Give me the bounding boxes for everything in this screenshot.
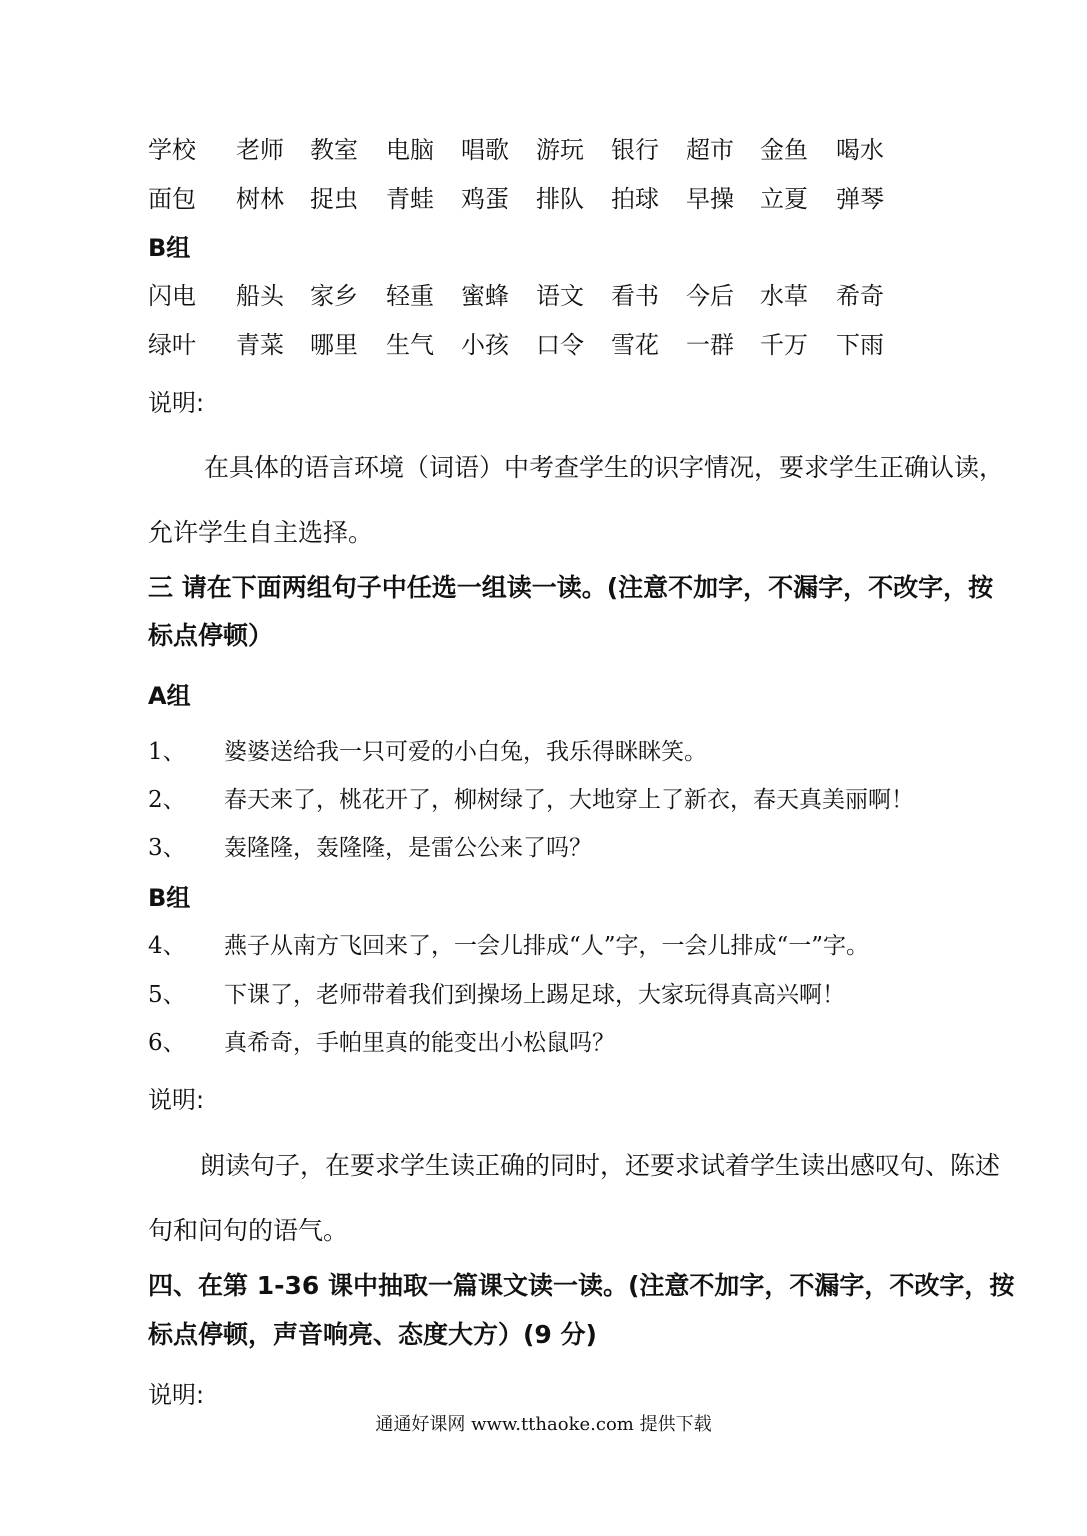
group-b-words-heading: B组 (148, 234, 191, 262)
word: 雪花 (611, 331, 659, 359)
sentence-text: 燕子从南方飞回来了，一会儿排成“人”字，一会儿排成“一”字。 (224, 933, 870, 959)
word: 排队 (536, 185, 584, 213)
sentence-text: 轰隆隆，轰隆隆，是雷公公来了吗？ (224, 835, 592, 861)
word: 学校 (148, 136, 196, 164)
sentence-number: 3、 (148, 835, 186, 861)
word: 小孩 (461, 331, 509, 359)
word: 喝水 (836, 136, 884, 164)
word: 轻重 (386, 282, 434, 310)
word: 看书 (611, 282, 659, 310)
note-label: 说明: (148, 389, 205, 417)
word: 希奇 (836, 282, 884, 310)
group-a-heading: A组 (148, 682, 191, 710)
word: 青蛙 (386, 185, 434, 213)
word: 口令 (536, 331, 584, 359)
note-text-line: 朗读句子，在要求学生读正确的同时，还要求试着学生读出感叹句、陈述 (200, 1151, 1001, 1180)
word: 鸡蛋 (461, 185, 509, 213)
word: 船头 (236, 282, 284, 310)
sentence-number: 2、 (148, 787, 186, 813)
note-text-line: 句和问句的语气。 (148, 1216, 349, 1245)
sentence-number: 1、 (148, 739, 186, 765)
word: 闪电 (148, 282, 196, 310)
word: 教室 (310, 136, 358, 164)
word: 蜜蜂 (461, 282, 509, 310)
word: 绿叶 (148, 331, 196, 359)
word: 一群 (686, 331, 734, 359)
section-4-title-cont: 标点停顿，声音响亮、态度大方）(9 分) (148, 1320, 597, 1349)
word: 生气 (386, 331, 434, 359)
sentence-text: 婆婆送给我一只可爱的小白兔，我乐得眯眯笑。 (224, 739, 707, 765)
word: 金鱼 (760, 136, 808, 164)
word: 家乡 (310, 282, 358, 310)
word: 游玩 (536, 136, 584, 164)
group-b-heading: B组 (148, 884, 191, 912)
page-footer: 通通好课网 www.tthaoke.com 提供下载 (375, 1414, 712, 1435)
word: 早操 (686, 185, 734, 213)
section-4-title: 四、在第 1-36 课中抽取一篇课文读一读。(注意不加字，不漏字，不改字，按 (148, 1271, 1015, 1300)
word: 语文 (536, 282, 584, 310)
word: 唱歌 (461, 136, 509, 164)
section-3-title: 三 请在下面两组句子中任选一组读一读。(注意不加字，不漏字，不改字，按 (148, 573, 994, 602)
sentence-text: 下课了，老师带着我们到操场上踢足球，大家玩得真高兴啊！ (224, 982, 845, 1008)
sentence-text: 春天来了，桃花开了，柳树绿了，大地穿上了新衣，春天真美丽啊！ (224, 787, 914, 813)
note-text-line: 在具体的语言环境（词语）中考查学生的识字情况，要求学生正确认读， (204, 453, 1005, 482)
sentence-number: 6、 (148, 1030, 186, 1056)
sentence-number: 4、 (148, 933, 186, 959)
word: 下雨 (836, 331, 884, 359)
word: 水草 (760, 282, 808, 310)
word: 电脑 (386, 136, 434, 164)
word: 青菜 (236, 331, 284, 359)
sentence-number: 5、 (148, 982, 186, 1008)
note-label: 说明: (148, 1381, 205, 1409)
word: 面包 (148, 185, 196, 213)
word: 拍球 (611, 185, 659, 213)
section-3-title-cont: 标点停顿） (148, 621, 274, 650)
word: 树林 (236, 185, 284, 213)
word: 弹琴 (836, 185, 884, 213)
sentence-text: 真希奇，手帕里真的能变出小松鼠吗？ (224, 1030, 615, 1056)
word: 千万 (760, 331, 808, 359)
word: 银行 (611, 136, 659, 164)
word: 今后 (686, 282, 734, 310)
note-text-line: 允许学生自主选择。 (148, 518, 374, 547)
word: 立夏 (760, 185, 808, 213)
note-label: 说明: (148, 1086, 205, 1114)
word: 超市 (686, 136, 734, 164)
word: 哪里 (310, 331, 358, 359)
word: 捉虫 (310, 185, 358, 213)
word: 老师 (236, 136, 284, 164)
